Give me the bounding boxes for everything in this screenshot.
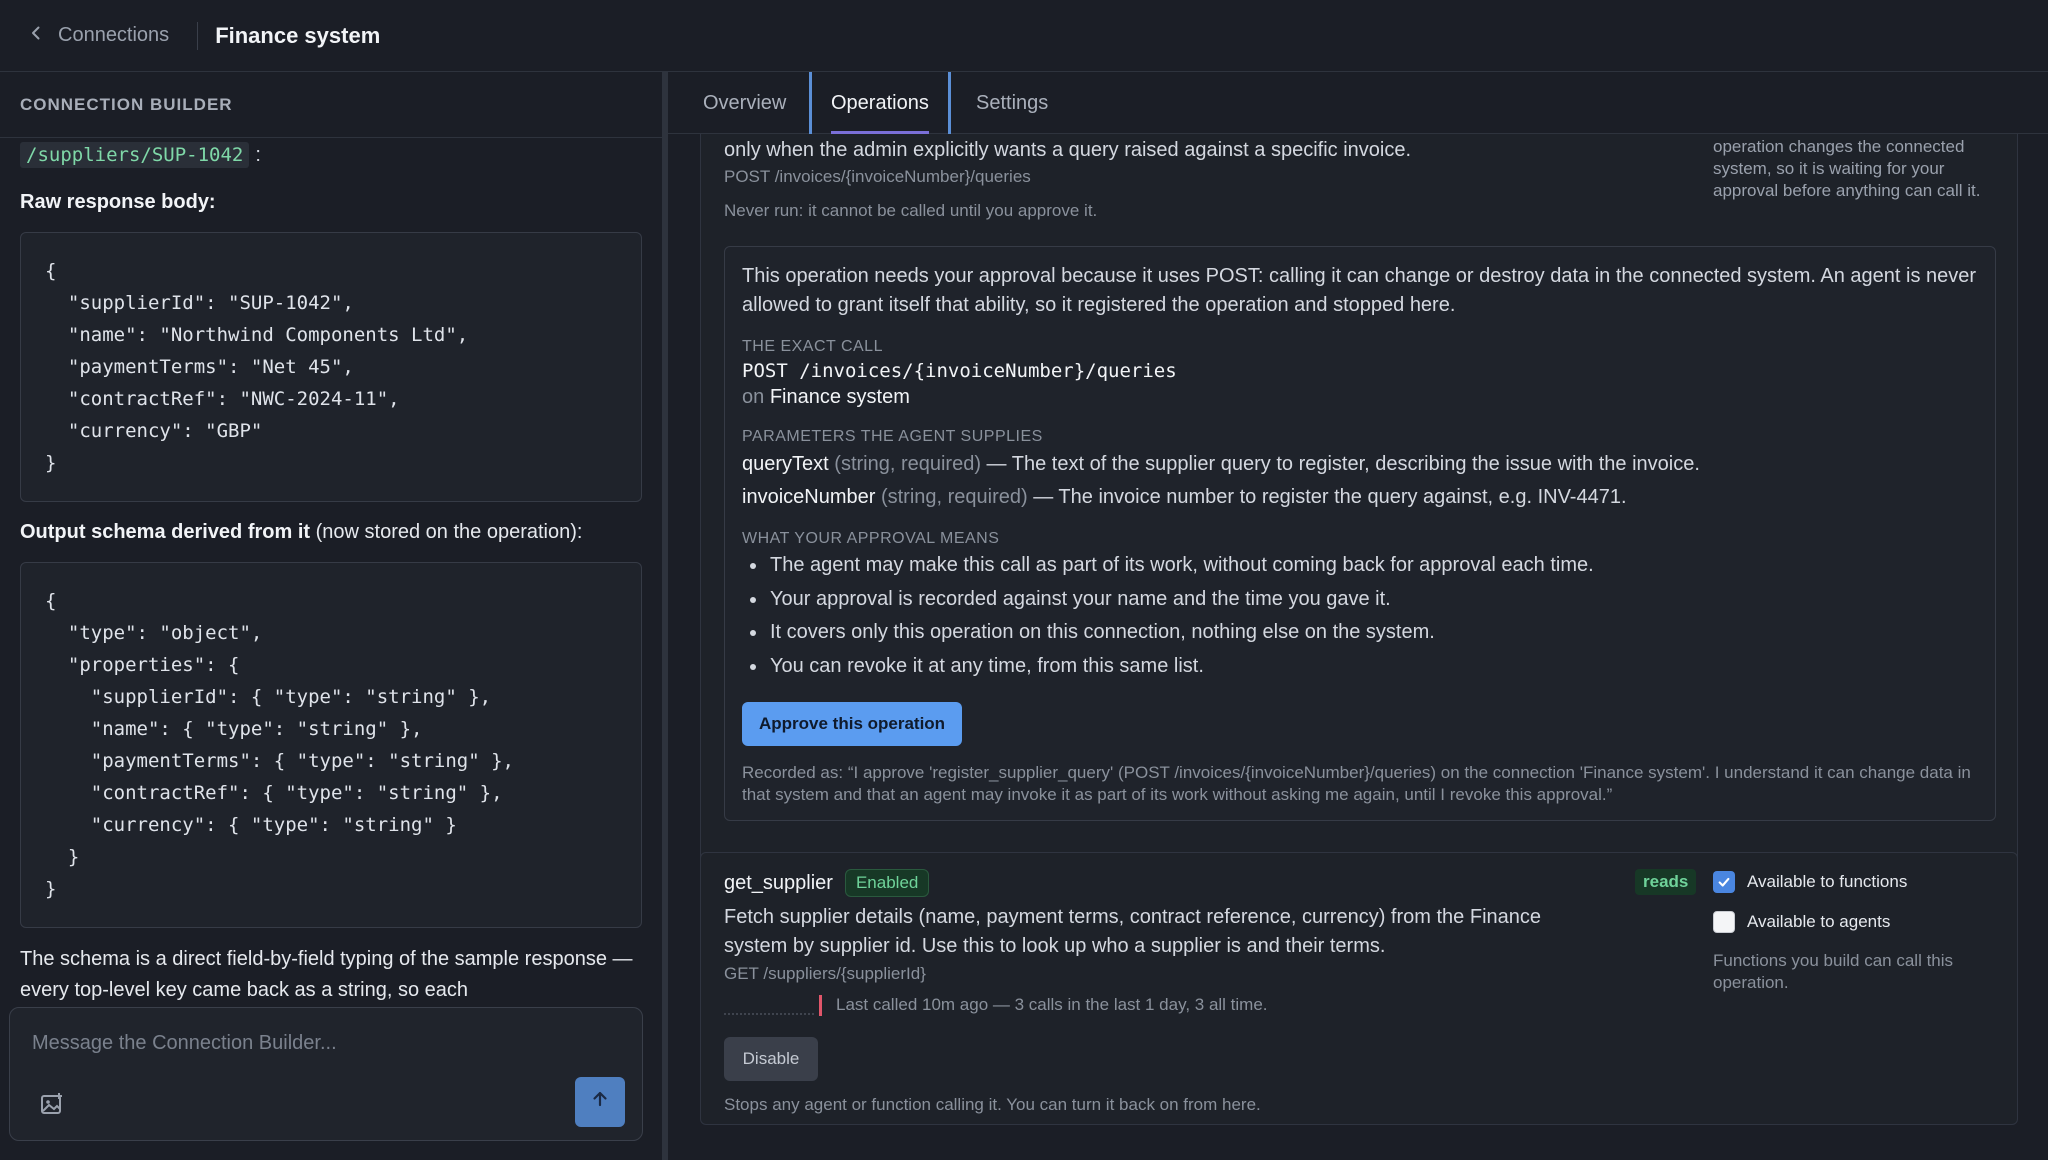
available-to-functions-checkbox[interactable] bbox=[1713, 871, 1907, 893]
list-item: It covers only this operation on this connection, nothing else on the system. bbox=[742, 616, 1978, 650]
tab-settings[interactable]: Settings bbox=[976, 91, 1049, 114]
endpoint-suffix: : bbox=[255, 143, 261, 166]
operation-endpoint: POST /invoices/{invoiceNumber}/queries bbox=[724, 167, 1031, 186]
param-invoice-number bbox=[742, 481, 1978, 514]
list-item: The agent may make this call as part of its work, without coming back for approval each time. bbox=[742, 549, 1978, 583]
panel-title: CONNECTION BUILDER bbox=[0, 72, 662, 138]
raw-response-code: { "supplierId": "SUP-1042", "name": "Northwind Components Ltd", "paymentTerms": "Net 45", "contractRef": "NWC-2024-11", "currency": "GBP" } bbox=[20, 232, 642, 502]
endpoint-code: /suppliers/SUP-1042 bbox=[20, 142, 249, 168]
param-type: (string, required) bbox=[834, 453, 981, 475]
never-run-note: Never run: it cannot be called until you approve it. bbox=[724, 201, 1098, 220]
tab-operations[interactable] bbox=[809, 72, 951, 134]
message-input[interactable] bbox=[32, 1026, 612, 1060]
attach-image-icon[interactable] bbox=[38, 1090, 66, 1118]
approval-means-list bbox=[742, 549, 1978, 683]
disable-button[interactable]: Disable bbox=[724, 1037, 818, 1081]
checkbox-label: Available to agents bbox=[1747, 912, 1891, 931]
operation-name: get_supplier bbox=[724, 871, 833, 894]
param-name: invoiceNumber bbox=[742, 486, 876, 508]
param-name: queryText bbox=[742, 453, 829, 475]
connection-builder-panel bbox=[0, 72, 662, 1160]
message-composer bbox=[9, 1007, 643, 1141]
top-bar bbox=[0, 0, 2048, 72]
available-to-agents-checkbox[interactable] bbox=[1713, 911, 1890, 933]
approval-panel bbox=[724, 246, 1996, 821]
approval-means-label: WHAT YOUR APPROVAL MEANS bbox=[742, 530, 1000, 547]
raw-response-label: Raw response body: bbox=[20, 191, 216, 213]
param-desc: — The text of the supplier query to register, describing the issue with the invoice. bbox=[981, 453, 1700, 475]
approval-intro: This operation needs your approval because it uses POST: calling it can change or destroy data in the connected system. An agent is never allowed to grant itself that ability, so it registered the operation and stopped here. bbox=[742, 265, 1977, 316]
status-badge: Enabled bbox=[845, 869, 929, 897]
exact-call-label: THE EXACT CALL bbox=[742, 338, 883, 355]
param-query-text bbox=[742, 448, 1978, 481]
usage-row bbox=[724, 993, 1268, 1017]
param-type: (string, required) bbox=[880, 486, 1028, 508]
params-label: PARAMETERS THE AGENT SUPPLIES bbox=[742, 428, 1043, 445]
approve-operation-button[interactable]: Approve this operation bbox=[742, 702, 962, 746]
page-title: Finance system bbox=[215, 22, 381, 48]
tab-overview[interactable]: Overview bbox=[703, 91, 787, 114]
recorded-as-note: Recorded as: “I approve 'register_supplier_query' (POST /invoices/{invoiceNumber}/queries) on the connection 'Finance system'. I understand it can change data in that system and that an agent may invoke it as part of its work without asking me again, until I revoke this approval.” bbox=[742, 763, 1971, 804]
operation-endpoint: GET /suppliers/{supplierId} bbox=[724, 964, 926, 983]
functions-note: Functions you build can call this operation. bbox=[1713, 951, 1954, 992]
schema-code: { "type": "object", "properties": { "supplierId": { "type": "string" }, "name": { "type": "string" }, "paymentTerms": { "type": "string" }, "contractRef": { "type": "string" }, "currency": { "type": "string" } } } bbox=[20, 562, 642, 928]
operation-header bbox=[724, 869, 929, 897]
usage-sparkline bbox=[724, 993, 824, 1017]
exact-call: POST /invoices/{invoiceNumber}/queries bbox=[742, 360, 1177, 382]
checkbox-label: Available to functions bbox=[1747, 872, 1908, 891]
schema-label-bold: Output schema derived from it bbox=[20, 521, 311, 543]
operations-panel bbox=[668, 72, 2048, 1160]
operation-card-register-supplier-query bbox=[700, 114, 2018, 884]
param-desc: — The invoice number to register the query against, e.g. INV-4471. bbox=[1027, 486, 1627, 508]
schema-label-rest: (now stored on the operation): bbox=[310, 521, 583, 543]
target-system: Finance system bbox=[769, 386, 910, 408]
pending-status-note: operation changes the connected system, so it is waiting for your approval before anything can call it. bbox=[1713, 137, 1981, 200]
back-link-label: Connections bbox=[58, 24, 170, 46]
chat-transcript[interactable] bbox=[0, 139, 662, 1065]
back-to-connections-link[interactable] bbox=[28, 24, 169, 47]
reads-badge: reads bbox=[1635, 869, 1696, 895]
arrow-up-icon bbox=[590, 1089, 610, 1115]
schema-explanation: The schema is a direct field-by-field typing of the sample response — every top-level key came back as a string, so each bbox=[20, 948, 633, 1001]
active-tab-indicator bbox=[831, 131, 929, 134]
exact-call-target bbox=[742, 386, 1978, 409]
send-button[interactable] bbox=[575, 1077, 625, 1127]
breadcrumb-divider bbox=[197, 22, 198, 50]
checkbox-checked-icon bbox=[1713, 871, 1735, 893]
list-item: Your approval is recorded against your name and the time you gave it. bbox=[742, 583, 1978, 617]
tab-bar bbox=[668, 72, 2048, 134]
list-item: You can revoke it at any time, from this same list. bbox=[742, 650, 1978, 684]
operation-card-get-supplier bbox=[700, 852, 2018, 1125]
last-called-text: Last called 10m ago — 3 calls in the last 1 day, 3 all time. bbox=[836, 995, 1268, 1014]
chevron-left-icon bbox=[28, 24, 44, 47]
endpoint-line bbox=[20, 139, 642, 173]
operation-description: Fetch supplier details (name, payment terms, contract reference, currency) from the Finance system by supplier id. Use this to look up who a supplier is and their terms. bbox=[724, 906, 1542, 957]
checkbox-unchecked-icon bbox=[1713, 911, 1735, 933]
disable-note: Stops any agent or function calling it. You can turn it back on from here. bbox=[724, 1095, 1261, 1114]
schema-label bbox=[20, 517, 642, 548]
operation-description: only when the admin explicitly wants a query raised against a specific invoice. bbox=[724, 139, 1412, 161]
on-word: on bbox=[742, 386, 765, 408]
tab-operations-label: Operations bbox=[831, 91, 929, 114]
